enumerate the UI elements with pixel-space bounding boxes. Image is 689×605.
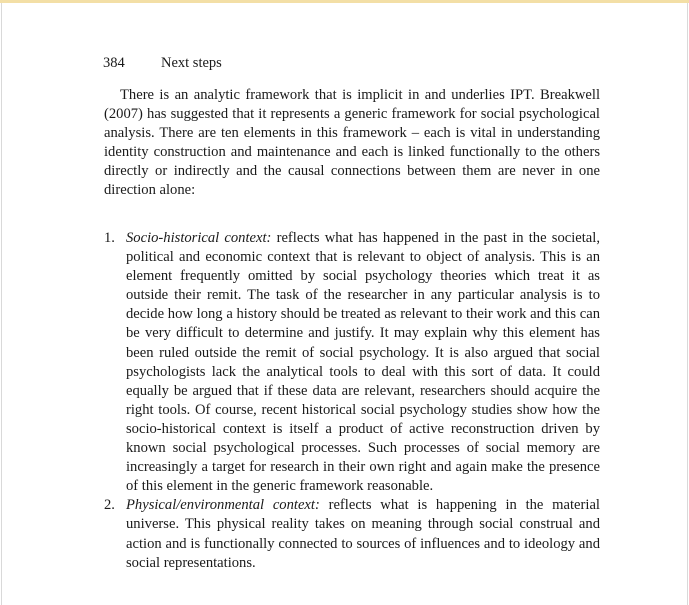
list-item xyxy=(104,229,600,496)
item-term: Physical/environmental context: xyxy=(126,497,320,514)
page-number: 384 xyxy=(103,55,125,71)
intro-paragraph: There is an analytic framework that is implicit in and underlies IPT. Breakwell (2007) has suggested that it represents a generic framework for social psychological analysis. There are ten elements in this framework – each is vital in understanding identity construction and maintenance and each is linked functionally to the others directly or indirectly and the causal connections between them are never in one direction alone: xyxy=(104,87,600,199)
running-title: Next steps xyxy=(161,55,222,71)
item-number: 2. xyxy=(104,497,115,514)
item-text: reflects what has happened in the past in the societal, political and economic context that is relevant to object of analysis. This is an element frequently omitted by social psychology theories which treat it as outside their remit. The task of the researcher in any particular analysis is to decide how long a history should be treated as relevant to their work and this can be very difficult to determine and justify. It may explain why this element has been ruled outside the remit of social psychology. It is also argued that social psychologists lack the analytical tools to deal with this sort of data. It could equally be argued that if these data are relevant, researchers should acquire the right tools. Of course, recent historical social psychology studies show how the socio-historical context is itself a product of active reconstruction driven by known social psychological processes. Such processes of social memory are increasingly a target for research in their own right and again make the presence of this element in the generic framework reasonable. xyxy=(126,230,600,495)
item-term: Socio-historical context: xyxy=(126,230,272,246)
list-item xyxy=(104,496,600,572)
framework-elements-list xyxy=(104,229,600,573)
item-text: reflects what is happening in the material universe. This physical reality takes on meaning through social construal and action and is functionally connected to sources of influences and to ideology and social representations. xyxy=(126,497,600,571)
item-number: 1. xyxy=(104,230,115,246)
running-header xyxy=(103,54,222,72)
